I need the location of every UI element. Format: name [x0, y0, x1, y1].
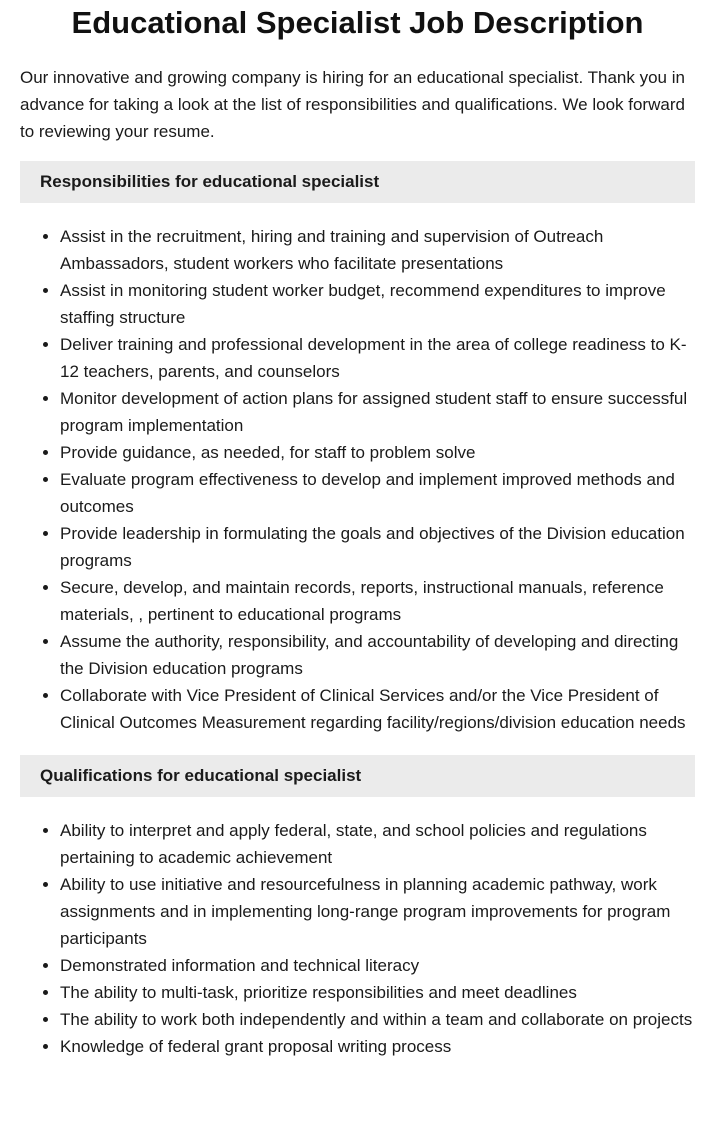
- responsibility-item: • Secure, develop, and maintain records, reports, instructional manuals, reference materials, , pertinent to educational programs: [60, 574, 695, 628]
- responsibility-item: • Provide leadership in formulating the goals and objectives of the Division education programs: [60, 520, 695, 574]
- qualification-item: • Knowledge of federal grant proposal writing process: [60, 1033, 695, 1060]
- qualification-item: • Ability to interpret and apply federal, state, and school policies and regulations pertaining to academic achievement: [60, 817, 695, 871]
- responsibility-item: • Provide guidance, as needed, for staff to problem solve: [60, 439, 695, 466]
- responsibilities-list: [20, 223, 695, 736]
- responsibility-item: • Collaborate with Vice President of Clinical Services and/or the Vice President of Clinical Outcomes Measurement regarding facility/regions/division education needs: [60, 682, 695, 736]
- intro-paragraph: Our innovative and growing company is hiring for an educational specialist. Thank you in advance for taking a look at the list of responsibilities and qualifications. We look forward to reviewing your resume.: [20, 68, 685, 141]
- qualifications-heading: Qualifications for educational specialist: [20, 755, 695, 797]
- page-title: Educational Specialist Job Description: [71, 5, 644, 40]
- responsibility-item: • Assist in the recruitment, hiring and training and supervision of Outreach Ambassadors, student workers who facilitate presentations: [60, 223, 695, 277]
- responsibility-item: • Assume the authority, responsibility, and accountability of developing and directing the Division education programs: [60, 628, 695, 682]
- qualification-item: • Demonstrated information and technical literacy: [60, 952, 695, 979]
- responsibility-item: • Monitor development of action plans for assigned student staff to ensure successful program implementation: [60, 385, 695, 439]
- responsibility-item: • Evaluate program effectiveness to develop and implement improved methods and outcomes: [60, 466, 695, 520]
- qualification-item: • The ability to multi-task, prioritize responsibilities and meet deadlines: [60, 979, 695, 1006]
- responsibilities-heading: Responsibilities for educational specialist: [20, 161, 695, 203]
- responsibility-item: • Deliver training and professional development in the area of college readiness to K-12 teachers, parents, and counselors: [60, 331, 695, 385]
- qualification-item: • Ability to use initiative and resourcefulness in planning academic pathway, work assignments and in implementing long-range program improvements for program participants: [60, 871, 695, 952]
- responsibility-item: • Assist in monitoring student worker budget, recommend expenditures to improve staffing structure: [60, 277, 695, 331]
- qualifications-list: [20, 817, 695, 1060]
- qualification-item: • The ability to work both independently and within a team and collaborate on projects: [60, 1006, 695, 1033]
